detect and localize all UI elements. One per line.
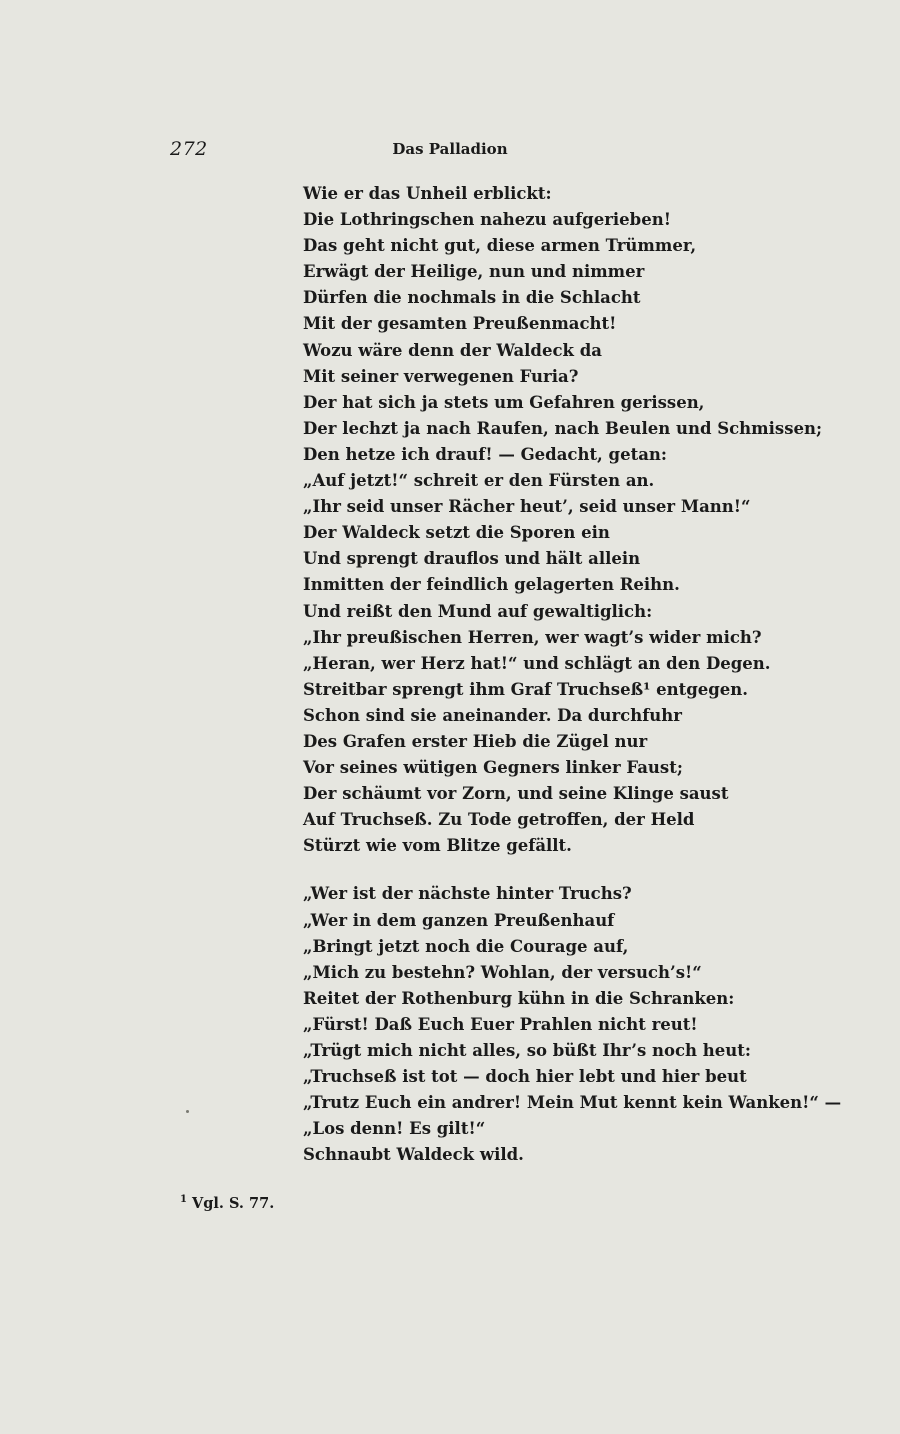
poem-line: „Fürst! Daß Euch Euer Prahlen nicht reut!	[303, 1014, 698, 1034]
poem-line: Stürzt wie vom Blitze gefällt.	[303, 836, 572, 856]
poem-line: Auf Truchseß. Zu Tode getroffen, der Held	[303, 810, 695, 830]
poem-line: „Trügt mich nicht alles, so büßt Ihr’s noch heut:	[303, 1041, 751, 1060]
poem-line: „Auf jetzt!“ schreit er den Fürsten an.	[303, 471, 655, 491]
footnote	[180, 1194, 274, 1212]
poem-line: Schnaubt Waldeck wild.	[303, 1145, 524, 1165]
poem-line: Wozu wäre denn der Waldeck da	[303, 340, 602, 360]
poem-line: Reitet der Rothenburg kühn in die Schranken:	[303, 988, 735, 1008]
poem-line: „Ihr preußischen Herren, wer wagt’s wider mich?	[303, 627, 762, 647]
poem-line: „Bringt jetzt noch die Courage auf,	[303, 936, 629, 956]
poem-line: Wie er das Unheil erblickt:	[303, 184, 552, 203]
poem-line: „Mich zu bestehn? Wohlan, der versuch’s!“	[303, 962, 702, 982]
poem-line: Erwägt der Heilige, nun und nimmer	[303, 262, 645, 282]
poem-line: Der hat sich ja stets um Gefahren gerissen,	[303, 392, 705, 412]
poem-line: Des Grafen erster Hieb die Zügel nur	[303, 731, 648, 751]
footnote-marker: 1	[180, 1194, 187, 1205]
poem-line: „Wer in dem ganzen Preußenhauf	[303, 910, 615, 930]
poem-line: Die Lothringschen nahezu aufgerieben!	[303, 210, 671, 230]
poem-line: Schon sind sie aneinander. Da durchfuhr	[303, 705, 682, 725]
poem-line: Und reißt den Mund auf gewaltiglich:	[303, 601, 653, 621]
poem-line: „Wer ist der nächste hinter Truchs?	[303, 884, 632, 904]
poem-line: „Ihr seid unser Rächer heut’, seid unser Mann!“	[303, 497, 751, 517]
poem-line: Und sprengt drauflos und hält allein	[303, 549, 641, 569]
poem-line: Vor seines wütigen Gegners linker Faust;	[303, 758, 683, 778]
running-head: Das Palladion	[392, 140, 508, 158]
poem-line: „Truchseß ist tot — doch hier lebt und hier beut	[303, 1067, 747, 1087]
poem-line: Mit der gesamten Preußenmacht!	[303, 314, 617, 334]
poem-line: Dürfen die nochmals in die Schlacht	[303, 288, 641, 308]
poem-line: Inmitten der feindlich gelagerten Reihn.	[303, 575, 680, 595]
poem	[303, 181, 841, 1168]
page-number: 272	[170, 138, 208, 160]
footnote-text: Vgl. S. 77.	[191, 1194, 275, 1212]
poem-line: Mit seiner verwegenen Furia?	[303, 366, 579, 386]
poem-line: „Trutz Euch ein andrer! Mein Mut kennt kein Wanken!“ —	[303, 1093, 842, 1113]
poem-line: Den hetze ich drauf! — Gedacht, getan:	[303, 444, 667, 464]
poem-line: „Los denn! Es gilt!“	[303, 1119, 486, 1139]
poem-line: Das geht nicht gut, diese armen Trümmer,	[303, 236, 697, 256]
poem-line: Der lechzt ja nach Raufen, nach Beulen und Schmissen;	[303, 418, 823, 438]
poem-line: Der schäumt vor Zorn, und seine Klinge saust	[303, 784, 729, 804]
poem-line: „Heran, wer Herz hat!“ und schlägt an den Degen.	[303, 653, 771, 673]
poem-line: Der Waldeck setzt die Sporen ein	[303, 523, 610, 543]
ink-speck	[186, 1110, 189, 1113]
poem-line: Streitbar sprengt ihm Graf Truchseß¹ entgegen.	[303, 679, 749, 699]
